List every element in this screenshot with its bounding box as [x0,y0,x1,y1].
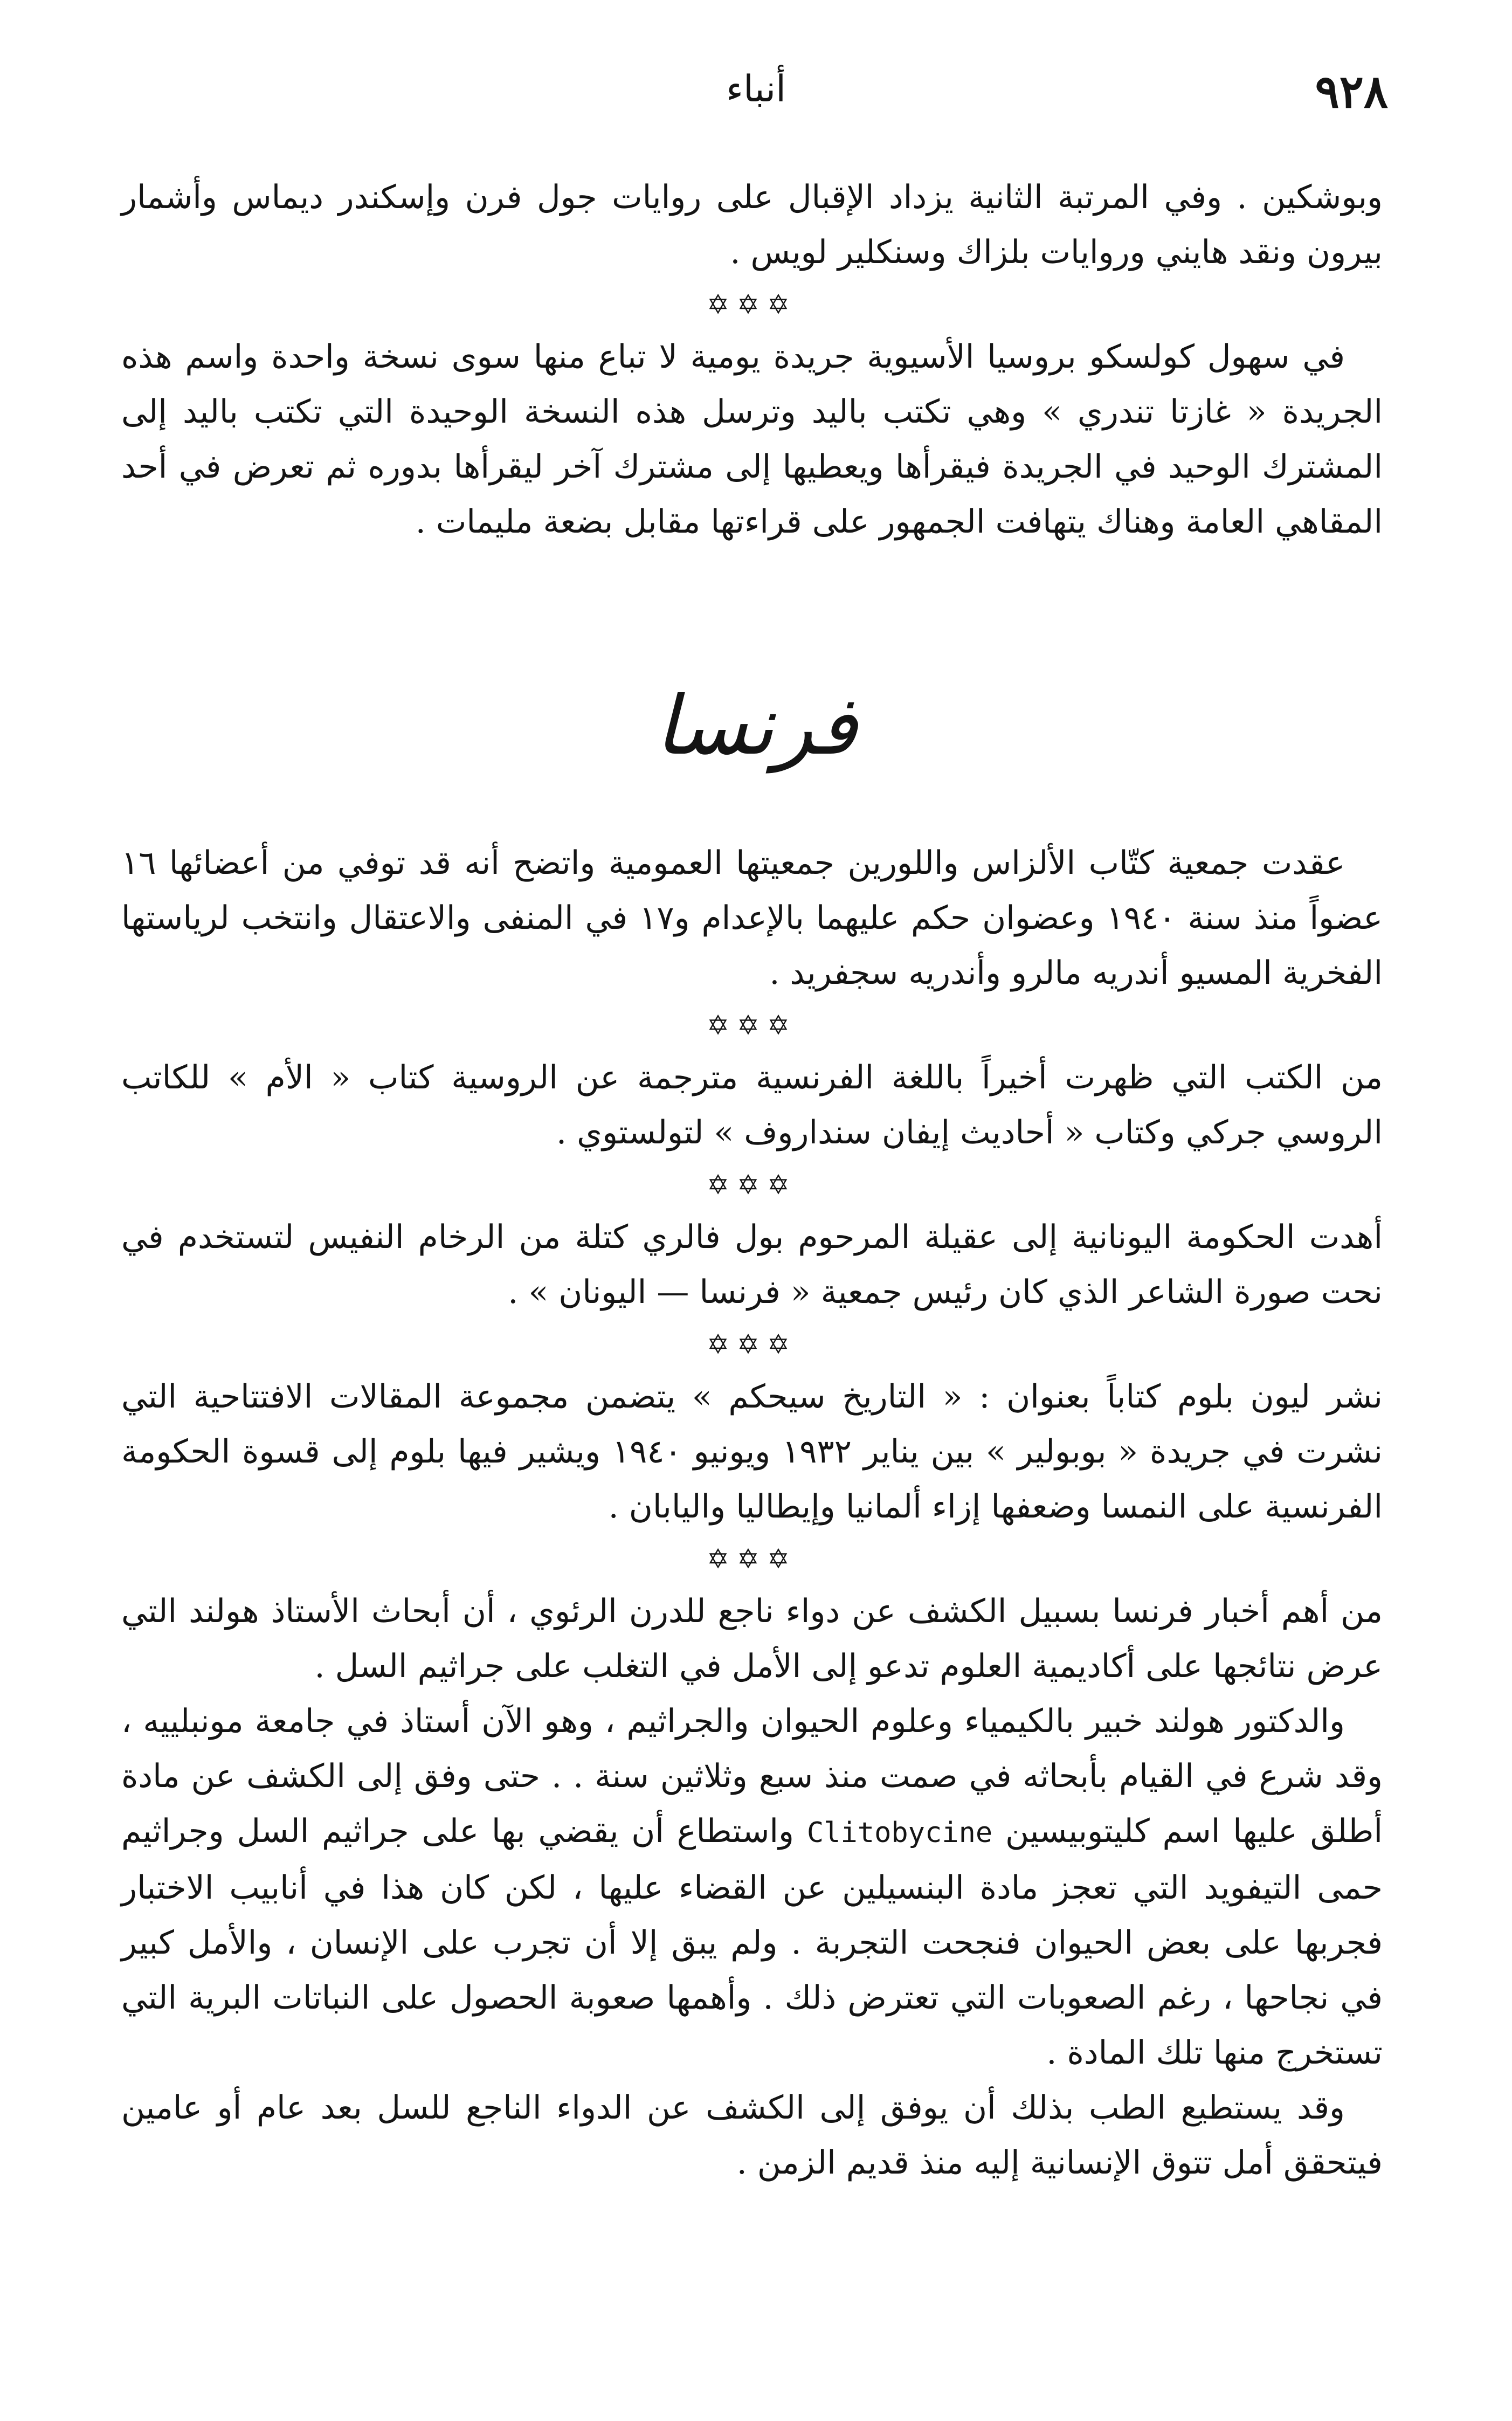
page-header [124,65,1388,129]
paragraph-marble-gift: أهدت الحكومة اليونانية إلى عقيلة المرحوم بول فالري كتلة من الرخام النفيس لتستخدم في نحت صورة الشاعر الذي كان رئيس جمعية « فرنسا — اليونان » . [121,1218,1383,1311]
paragraph-tuberculosis-cure: من أهم أخبار فرنسا بسبيل الكشف عن دواء ناجع للدرن الرئوي ، أن أبحاث الأستاذ هولند التي عرض نتائجها على أكاديمية العلوم تدعو إلى الأمل في التغلب على جراثيم السل . [121,1592,1383,1685]
paragraph-handwritten-newspaper: في سهول كولسكو بروسيا الأسيوية جريدة يومية لا تباع منها سوى نسخة واحدة واسم هذه الجريدة « غازتا تندري » وهي تكتب باليد وترسل هذه النسخة الوحيدة التي تكتب باليد إلى المشترك الوحيد في الجريدة فيقرأها ويعطيها إلى مشترك آخر ليقرأها بدوره ثم تعرض في أحد المقاهي العامة وهناك يتهافت الجمهور على قراءتها مقابل بضعة مليمات . [121,338,1383,541]
paragraph-alsace-writers: عقدت جمعية كتّاب الألزاس واللورين جمعيتها العمومية واتضح أنه قد توفي من أعضائها ١٦ عضواً منذ سنة ١٩٤٠ وعضوان حكم عليهما بالإعدام و١٧ في المنفى والاعتقال وانتخب لرياستها الفخرية المسيو أندريه مالرو وأندريه سجفريد . [121,844,1383,992]
latin-term-clitobycine: Clitobycine [806,1817,993,1849]
page-number: ٩٢٨ [1315,65,1388,118]
star-separator-icon: ✡✡✡ [707,1329,797,1360]
paragraph-leon-blum: نشر ليون بلوم كتاباً بعنوان : « التاريخ سيحكم » يتضمن مجموعة المقالات الافتتاحية التي نشرت في جريدة « بوبولير » بين يناير ١٩٣٢ ويونيو ١٩٤٠ ويشير فيها بلوم إلى قسوة الحكومة الفرنسية على النمسا وضعفها إزاء ألمانيا وإيطاليا واليابان . [121,1378,1383,1526]
section-title-france: فرنسا [654,679,858,773]
paragraph-translated-books: من الكتب التي ظهرت أخيراً باللغة الفرنسية مترجمة عن الروسية كتاب « الأم » للكاتب الروسي جركي وكتاب « أحاديث إيفان سنداروف » لتولستوي . [121,1059,1383,1151]
star-separator-icon: ✡✡✡ [707,1010,797,1041]
paragraph-medicine-hope: وقد يستطيع الطب بذلك أن يوفق إلى الكشف عن الدواء الناجع للسل بعد عام أو عامين فيتحقق أمل تتوق الإنسانية إليه منذ قديم الزمن . [121,2089,1383,2182]
paragraph-dr-holland [121,1694,1383,2080]
top-news-block [121,170,1383,549]
star-separator-icon: ✡✡✡ [707,1543,797,1575]
star-separator-icon: ✡✡✡ [707,289,797,320]
paragraph-russia-reading: وبوشكين . وفي المرتبة الثانية يزداد الإقبال على روايات جول فرن وإسكندر ديماس وأشمار بيرون ونقد هايني وروايات بلزاك وسنكلير لويس . [121,178,1383,271]
france-news-block [121,836,1383,2190]
running-title: أنباء [726,68,786,111]
text-segment: والدكتور هولند خبير بالكيمياء وعلوم الحيوان والجراثيم ، وهو الآن أستاذ في جامعة مونبلييه ، وقد شرع في القيام بأبحاثه في صمت منذ سبع وثلاثين سنة . . حتى وفق إلى الكشف عن مادة أطلق عليها اسم كليتوبيسين [121,1702,1383,1850]
star-separator-icon: ✡✡✡ [707,1169,797,1201]
text-segment: واستطاع أن يقضي بها على جراثيم السل وجراثيم حمى التيفويد التي تعجز مادة البنسيلين عن القضاء عليها ، لكن كان هذا في أنابيب الاختبار فجربها على بعض الحيوان فنجحت التجربة . ولم يبق إلا أن تجرب على الإنسان ، والأمل كبير في نجاحها ، رغم الصعوبات التي تعترض ذلك . وأهمها صعوبة الحصول على النباتات البرية التي تستخرج منها تلك المادة . [121,1812,1383,2072]
